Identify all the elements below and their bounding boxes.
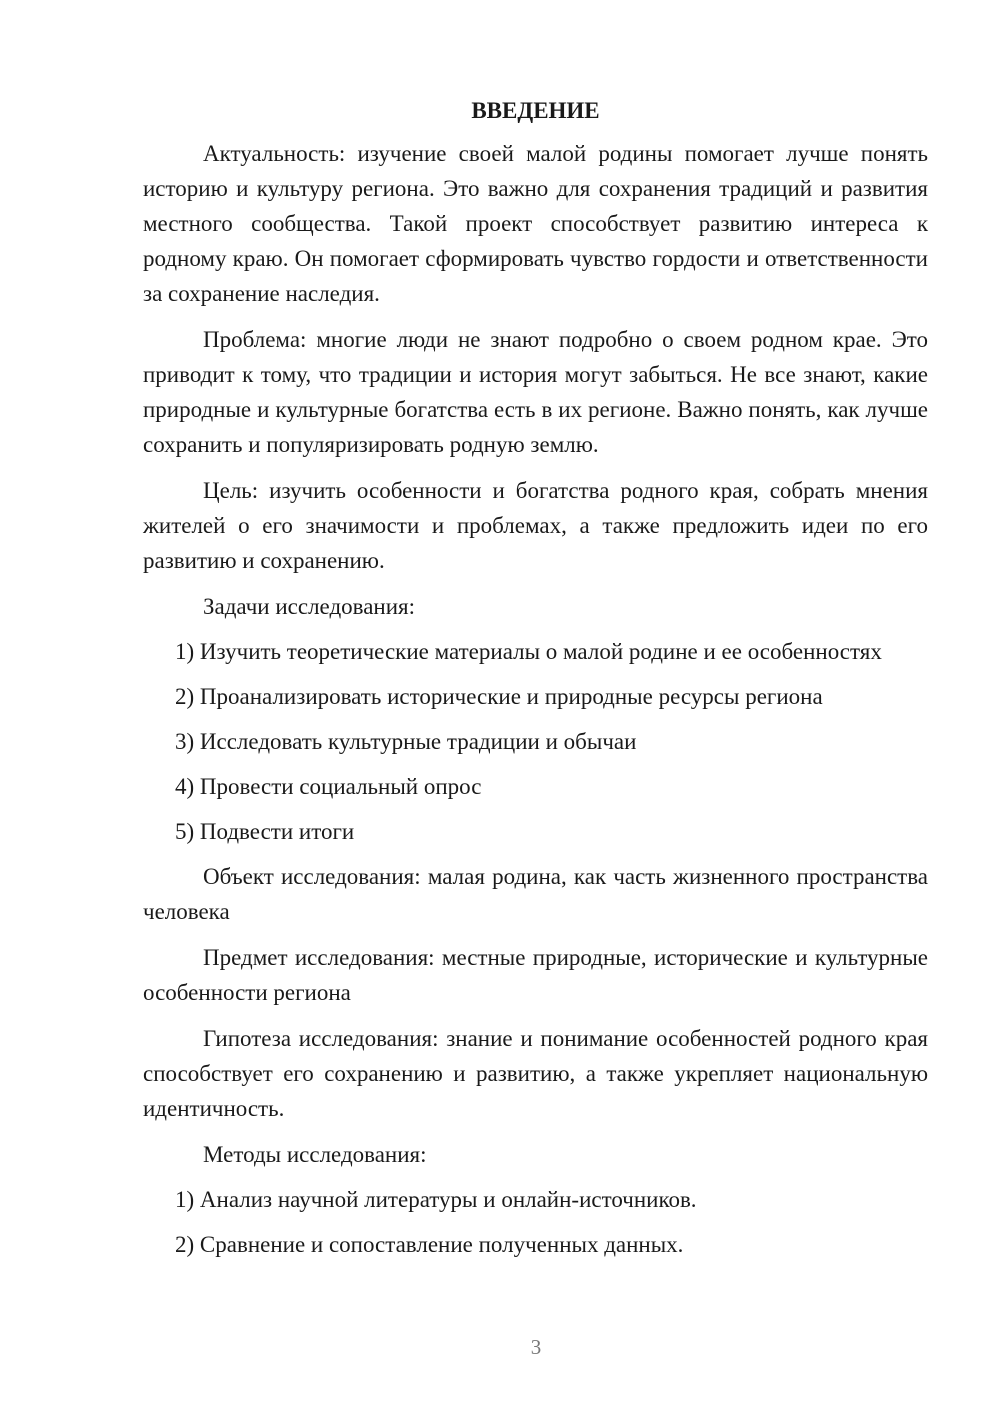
object-paragraph: Объект исследования: малая родина, как часть жизненного пространства человека — [143, 864, 928, 924]
goal-paragraph: Цель: изучить особенности и богатства родного края, собрать мнения жителей о его значимости и проблемах, а также предложить идеи по его развитию и сохранению. — [143, 478, 928, 573]
methods-label: Методы исследования: — [203, 1142, 427, 1167]
task-item-5: 5) Подвести итоги — [175, 819, 355, 844]
relevance-paragraph: Актуальность: изучение своей малой родины помогает лучше понять историю и культуру региона. Это важно для сохранения традиций и развития местного сообщества. Такой проект способствует развитию интереса к родному краю. Он помогает сформировать чувство гордости и ответственности за сохранение наследия. — [143, 141, 928, 306]
hypothesis-paragraph: Гипотеза исследования: знание и понимание особенностей родного края способствует его сохранению и развитию, а также укрепляет национальную идентичность. — [143, 1026, 928, 1121]
page-content — [143, 93, 928, 1272]
task-item-1: 1) Изучить теоретические материалы о малой родине и ее особенностях — [175, 639, 882, 664]
subject-paragraph: Предмет исследования: местные природные, исторические и культурные особенности региона — [143, 945, 928, 1005]
problem-paragraph: Проблема: многие люди не знают подробно о своем родном крае. Это приводит к тому, что традиции и история могут забыться. Не все знают, какие природные и культурные богатства есть в их регионе. Важно понять, как лучше сохранить и популяризировать родную землю. — [143, 327, 928, 457]
task-item-2: 2) Проанализировать исторические и природные ресурсы региона — [175, 684, 823, 709]
tasks-label: Задачи исследования: — [203, 594, 416, 619]
task-item-4: 4) Провести социальный опрос — [175, 774, 482, 799]
method-item-1: 1) Анализ научной литературы и онлайн-источников. — [175, 1187, 697, 1212]
section-title: ВВЕДЕНИЕ — [471, 98, 600, 123]
task-item-3: 3) Исследовать культурные традиции и обычаи — [175, 729, 637, 754]
method-item-2: 2) Сравнение и сопоставление полученных данных. — [175, 1232, 684, 1257]
page-number: 3 — [530, 1335, 542, 1359]
